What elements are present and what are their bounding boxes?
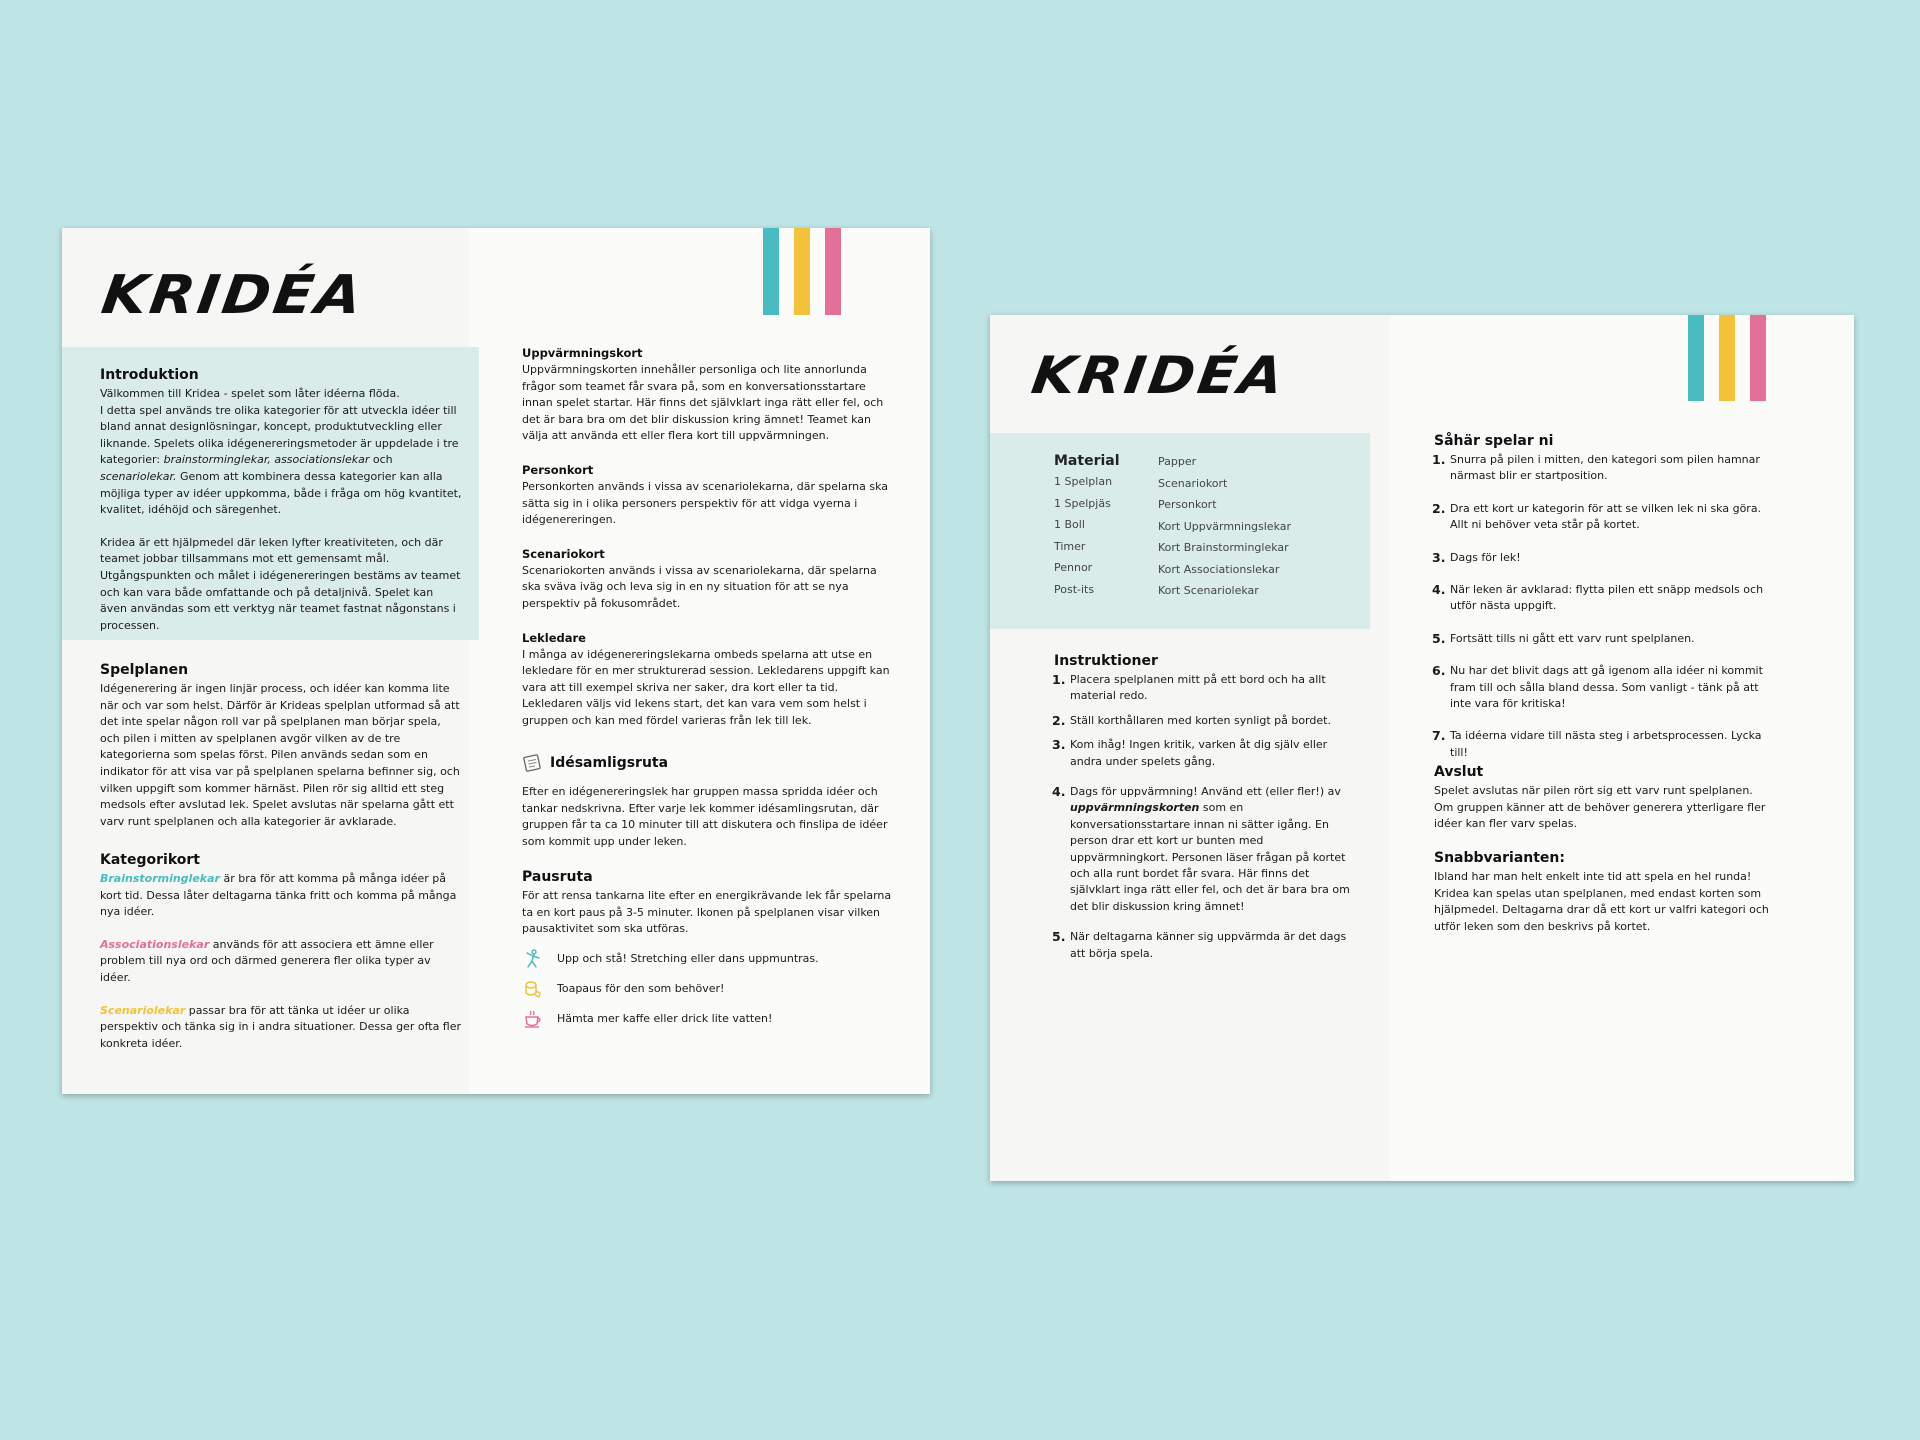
category-scenario bbox=[100, 1003, 462, 1053]
teal-stripe bbox=[763, 228, 779, 315]
pausruta-text: För att rensa tankarna lite efter en energikrävande lek får spelarna ta en kort paus på 3-5 minuter. Ikonen på spelplanen visar vilken pausaktivitet som ska utföras. bbox=[522, 889, 892, 936]
material-item: Kort Associationslekar bbox=[1158, 562, 1280, 576]
step-number: 6. bbox=[1432, 663, 1446, 679]
play-step bbox=[1434, 550, 1774, 566]
play-step bbox=[1434, 501, 1774, 534]
material-item: Pennor bbox=[1054, 561, 1093, 574]
instruction-step bbox=[1054, 672, 1362, 705]
step-number: 5. bbox=[1432, 630, 1446, 646]
material-item: Scenariokort bbox=[1158, 476, 1228, 490]
lekledare-text: I många av idégenereringslekarna ombeds spelarna att utse en lekledare för en mer strukturerad session. Lekledarens uppgift kan vara att till exempel skriva ner saker, dra kort eller ta tid. Lekledaren väljs vid lekens start, det kan vara vem som helst i gruppen och kan med fördel varieras från lek till lek. bbox=[522, 647, 890, 727]
step-emphasis: uppvärmningskorten bbox=[1070, 801, 1200, 815]
material-item: 1 Spelplan bbox=[1054, 475, 1113, 488]
intro-text: I detta spel används tre olika kategorier för att utveckla idéer till bland annat designlösningar, koncept, produktutveckling eller liknande. Spelets olika idégenereringsmetoder är uppdelade i tre kategorier: bbox=[100, 403, 459, 467]
intro-category-list: brainstorminglekar, associationslekar bbox=[163, 453, 370, 467]
category-brainstorm-name: Brainstorminglekar bbox=[100, 872, 220, 885]
step-text: Snurra på pilen i mitten, den kategori som pilen hamnar närmast blir er startposition. bbox=[1450, 453, 1760, 483]
step-text: Dags för lek! bbox=[1450, 550, 1521, 564]
intro-section bbox=[100, 367, 462, 634]
category-scenario-name: Scenariolekar bbox=[100, 1003, 186, 1017]
step-number: 3. bbox=[1432, 549, 1446, 565]
material-title: Material bbox=[1054, 453, 1120, 469]
step-text: Dra ett kort ur kategorin för att se vilken lek ni ska göra. Allt ni behöver veta står på kortet. bbox=[1450, 501, 1762, 532]
spread-left bbox=[62, 228, 930, 1094]
kategorikort-title: Kategorikort bbox=[100, 852, 200, 868]
stretching-figure-icon bbox=[522, 948, 544, 970]
step-number: 1. bbox=[1432, 452, 1446, 467]
material-item: Kort Scenariolekar bbox=[1158, 584, 1259, 597]
sahar-section bbox=[1434, 433, 1774, 761]
material-item: Papper bbox=[1158, 455, 1197, 468]
material-item: 1 Spelpjäs bbox=[1054, 496, 1111, 510]
category-association bbox=[100, 937, 462, 987]
intro-text-end: Genom att kombinera dessa kategorier kan alla möjliga typer av idéer uppkomma, både i fråga om hög kvantitet, kvalitet, idéhöjd och säregenhet. bbox=[100, 469, 462, 517]
personkort-text: Personkorten används i vissa av scenariolekarna, där spelarna ska sätta sig in i olika personers perspektiv för att vidga vyerna i idégenereringen. bbox=[522, 479, 889, 527]
material-section bbox=[1054, 451, 1354, 602]
category-brainstorm bbox=[100, 871, 462, 921]
category-scenario-text: passar bra för att tänka ut idéer ur olika perspektiv och tänka sig in i andra situationer. Dessa ger ofta fler konkreta idéer. bbox=[100, 1003, 462, 1050]
material-left-column bbox=[1054, 451, 1158, 602]
color-stripes bbox=[1688, 315, 1766, 401]
idesamlingsruta-title: Idésamligsruta bbox=[550, 754, 669, 771]
note-pad-icon bbox=[522, 752, 544, 774]
color-stripes bbox=[763, 228, 841, 315]
step-number: 2. bbox=[1052, 712, 1066, 728]
pause-item-toilet-text: Toapaus för den som behöver! bbox=[557, 982, 725, 996]
play-step bbox=[1434, 452, 1774, 485]
play-step bbox=[1434, 728, 1774, 761]
play-step bbox=[1434, 582, 1774, 615]
instruction-step bbox=[1054, 784, 1362, 915]
scenariokort-text: Scenariokorten används i vissa av scenariolekarna, där spelarna ska sväva iväg och leva sig in en ny situation för att se nya perspektiv på fokusområdet. bbox=[522, 563, 877, 610]
material-item: Kort Uppvärmningslekar bbox=[1158, 519, 1292, 533]
instruktioner-section bbox=[1054, 653, 1362, 962]
play-step bbox=[1434, 663, 1774, 712]
uppvarmningskort-text: Uppvärmningskorten innehåller personliga och lite annorlunda frågor som teamet får svara på, som en konversationsstartare innan spelet startar. Här finns det självklart inga rätt eller fel, och det är bara bra om det blir diskussion kring ämnet! Teamet kan välja att använda ett eller flera kort till uppvärmningen. bbox=[522, 363, 884, 443]
scenariokort-title: Scenariokort bbox=[522, 546, 605, 561]
step-number: 4. bbox=[1052, 784, 1066, 800]
pause-item-coffee-text: Hämta mer kaffe eller drick lite vatten! bbox=[557, 1012, 773, 1026]
instruction-step bbox=[1054, 713, 1362, 729]
category-association-name: Associationslekar bbox=[100, 937, 210, 951]
step-number: 4. bbox=[1432, 582, 1446, 598]
step-text: När deltagarna känner sig uppvärmda är det dags att börja spela. bbox=[1070, 930, 1347, 960]
intro-scenario: scenariolekar. bbox=[100, 469, 177, 483]
avslut-title: Avslut bbox=[1434, 764, 1484, 780]
lekledare-title: Lekledare bbox=[522, 630, 586, 645]
pausruta-section bbox=[522, 869, 894, 1038]
pause-item-stretch bbox=[522, 948, 894, 970]
material-right-column bbox=[1158, 451, 1291, 602]
instruction-step bbox=[1054, 929, 1362, 962]
play-steps bbox=[1434, 452, 1774, 761]
sahar-title: Såhär spelar ni bbox=[1434, 433, 1554, 449]
step-number: 7. bbox=[1432, 728, 1446, 744]
material-item: Timer bbox=[1054, 539, 1086, 553]
kategorikort-section bbox=[100, 852, 462, 1052]
intro-and: och bbox=[369, 453, 393, 467]
yellow-stripe bbox=[794, 228, 810, 315]
pausruta-title: Pausruta bbox=[522, 869, 593, 885]
snabb-title: Snabbvarianten: bbox=[1434, 850, 1565, 866]
intro-paragraph-1 bbox=[100, 386, 462, 519]
material-item: Post-its bbox=[1054, 582, 1095, 596]
logo: KRIDÉA bbox=[1028, 346, 1290, 406]
spelplanen-title: Spelplanen bbox=[100, 662, 189, 678]
uppvarmningskort-title: Uppvärmningskort bbox=[522, 346, 643, 360]
pink-stripe bbox=[1750, 315, 1766, 401]
intro-paragraph-2: Kridea är ett hjälpmedel där leken lyfter kreativiteten, och där teamet jobbar tillsammans mot ett gemensamt mål. Utgångspunkten och målet i idégenereringen bestäms av teamet och kan vara både omfattande och på detaljnivå. Spelet kan även användas som ett verktyg när teamet fastnat någonstans i processen. bbox=[100, 535, 461, 632]
idesamlingsruta-section bbox=[522, 752, 894, 850]
step-text: Kom ihåg! Ingen kritik, varken åt dig själv eller andra under spelets gång. bbox=[1070, 738, 1328, 768]
coffee-cup-icon bbox=[522, 1008, 544, 1030]
step-number: 5. bbox=[1052, 929, 1066, 945]
category-brainstorm-text: är bra för att komma på många idéer på kort tid. Dessa låter deltagarna tänka fritt och komma på många nya idéer. bbox=[100, 872, 457, 919]
spelplanen-text: Idégenerering är ingen linjär process, och idéer kan komma lite när och var som helst. Därför är Krideas spelplan utformad så att det inte spelar någon roll var på spelplanen man börjar spela, och pilen i mitten av spelplanen avgör vilken av de tre kategorierna som spelas först. Pilen används sedan som en indikator för att visa var på spelplanen spelarna befinner sig, och vilken uppgift som kommer härnäst. Pilen rör sig alltid ett steg medsols efter avslutad lek. Spelet avslutas när spelarna gått ett varv runt spelplanen och alla kategorier är avklarade. bbox=[100, 682, 460, 828]
step-text: Nu har det blivit dags att gå igenom alla idéer ni kommit fram till och sålla bland dessa. Som vanligt - tänk på att inte vara för kritiska! bbox=[1450, 664, 1763, 711]
spelplanen-section bbox=[100, 662, 462, 830]
avslut-text: Spelet avslutas när pilen rört sig ett varv runt spelplanen. Om gruppen känner att de behöver generera ytterligare fler idéer kan fler varv spelas. bbox=[1434, 784, 1766, 831]
logo: KRIDÉA bbox=[98, 263, 369, 326]
intro-welcome: Välkommen till Kridea - spelet som låter idéerna flöda. bbox=[100, 387, 400, 400]
cards-column bbox=[522, 346, 894, 730]
pause-item-stretch-text: Upp och stå! Stretching eller dans uppmuntras. bbox=[557, 952, 819, 966]
step-text: När leken är avklarad: flytta pilen ett snäpp medsols och utför nästa uppgift. bbox=[1450, 583, 1764, 613]
instruktioner-title: Instruktioner bbox=[1054, 653, 1158, 669]
step-text: Dags för uppvärmning! Använd ett (eller fler!) av bbox=[1070, 785, 1341, 799]
step-text-end: som en konversationsstartare innan ni sätter igång. En person drar ett kort ur bunten med uppvärmningkort. Personen läser frågan på kortet och alla runt bordet får svara. Här finns det självklart inga rätt eller fel, och det är bara bra om det blir diskussion kring ämnet! bbox=[1070, 801, 1350, 913]
play-step bbox=[1434, 631, 1774, 647]
step-text: Ställ korthållaren med korten synligt på bordet. bbox=[1070, 713, 1331, 727]
pink-stripe bbox=[825, 228, 841, 315]
spread-right bbox=[990, 315, 1854, 1181]
pause-item-toilet bbox=[522, 978, 894, 1000]
yellow-stripe bbox=[1719, 315, 1735, 401]
material-item: 1 Boll bbox=[1054, 518, 1085, 531]
material-item: Personkort bbox=[1158, 498, 1217, 511]
personkort-title: Personkort bbox=[522, 462, 594, 477]
toilet-paper-icon bbox=[522, 978, 544, 1000]
intro-title: Introduktion bbox=[100, 367, 199, 383]
idesamlingsruta-text: Efter en idégenereringslek har gruppen massa spridda idéer och tankar nedskrivna. Efter varje lek kommer idésamlingsrutan, där gruppen får ta ca 10 minuter till att diskutera och finslipa de idéer som kommit upp under leken. bbox=[522, 785, 888, 848]
snabb-section bbox=[1434, 850, 1774, 935]
step-number: 3. bbox=[1052, 737, 1066, 753]
instruction-step bbox=[1054, 737, 1362, 770]
step-number: 2. bbox=[1432, 500, 1446, 516]
pause-item-coffee bbox=[522, 1008, 894, 1030]
snabb-text: Ibland har man helt enkelt inte tid att spela en hel runda! Kridea kan spelas utan spelplanen, med endast korten som hjälpmedel. Deltagarna drar då ett kort ur valfri kategori och utför leken som den beskrivs på kortet. bbox=[1434, 870, 1769, 933]
step-text: Fortsätt tills ni gått ett varv runt spelplanen. bbox=[1450, 631, 1695, 645]
step-text: Placera spelplanen mitt på ett bord och ha allt material redo. bbox=[1070, 673, 1326, 703]
material-item: Kort Brainstorminglekar bbox=[1158, 541, 1289, 554]
avslut-section bbox=[1434, 764, 1774, 833]
instruction-steps bbox=[1054, 672, 1362, 962]
step-text: Ta idéerna vidare till nästa steg i arbetsprocessen. Lycka till! bbox=[1450, 729, 1762, 759]
category-association-text: används för att associera ett ämne eller problem till nya ord och därmed generera fler olika typer av idéer. bbox=[100, 937, 434, 984]
teal-stripe bbox=[1688, 315, 1704, 401]
step-number: 1. bbox=[1052, 672, 1066, 687]
